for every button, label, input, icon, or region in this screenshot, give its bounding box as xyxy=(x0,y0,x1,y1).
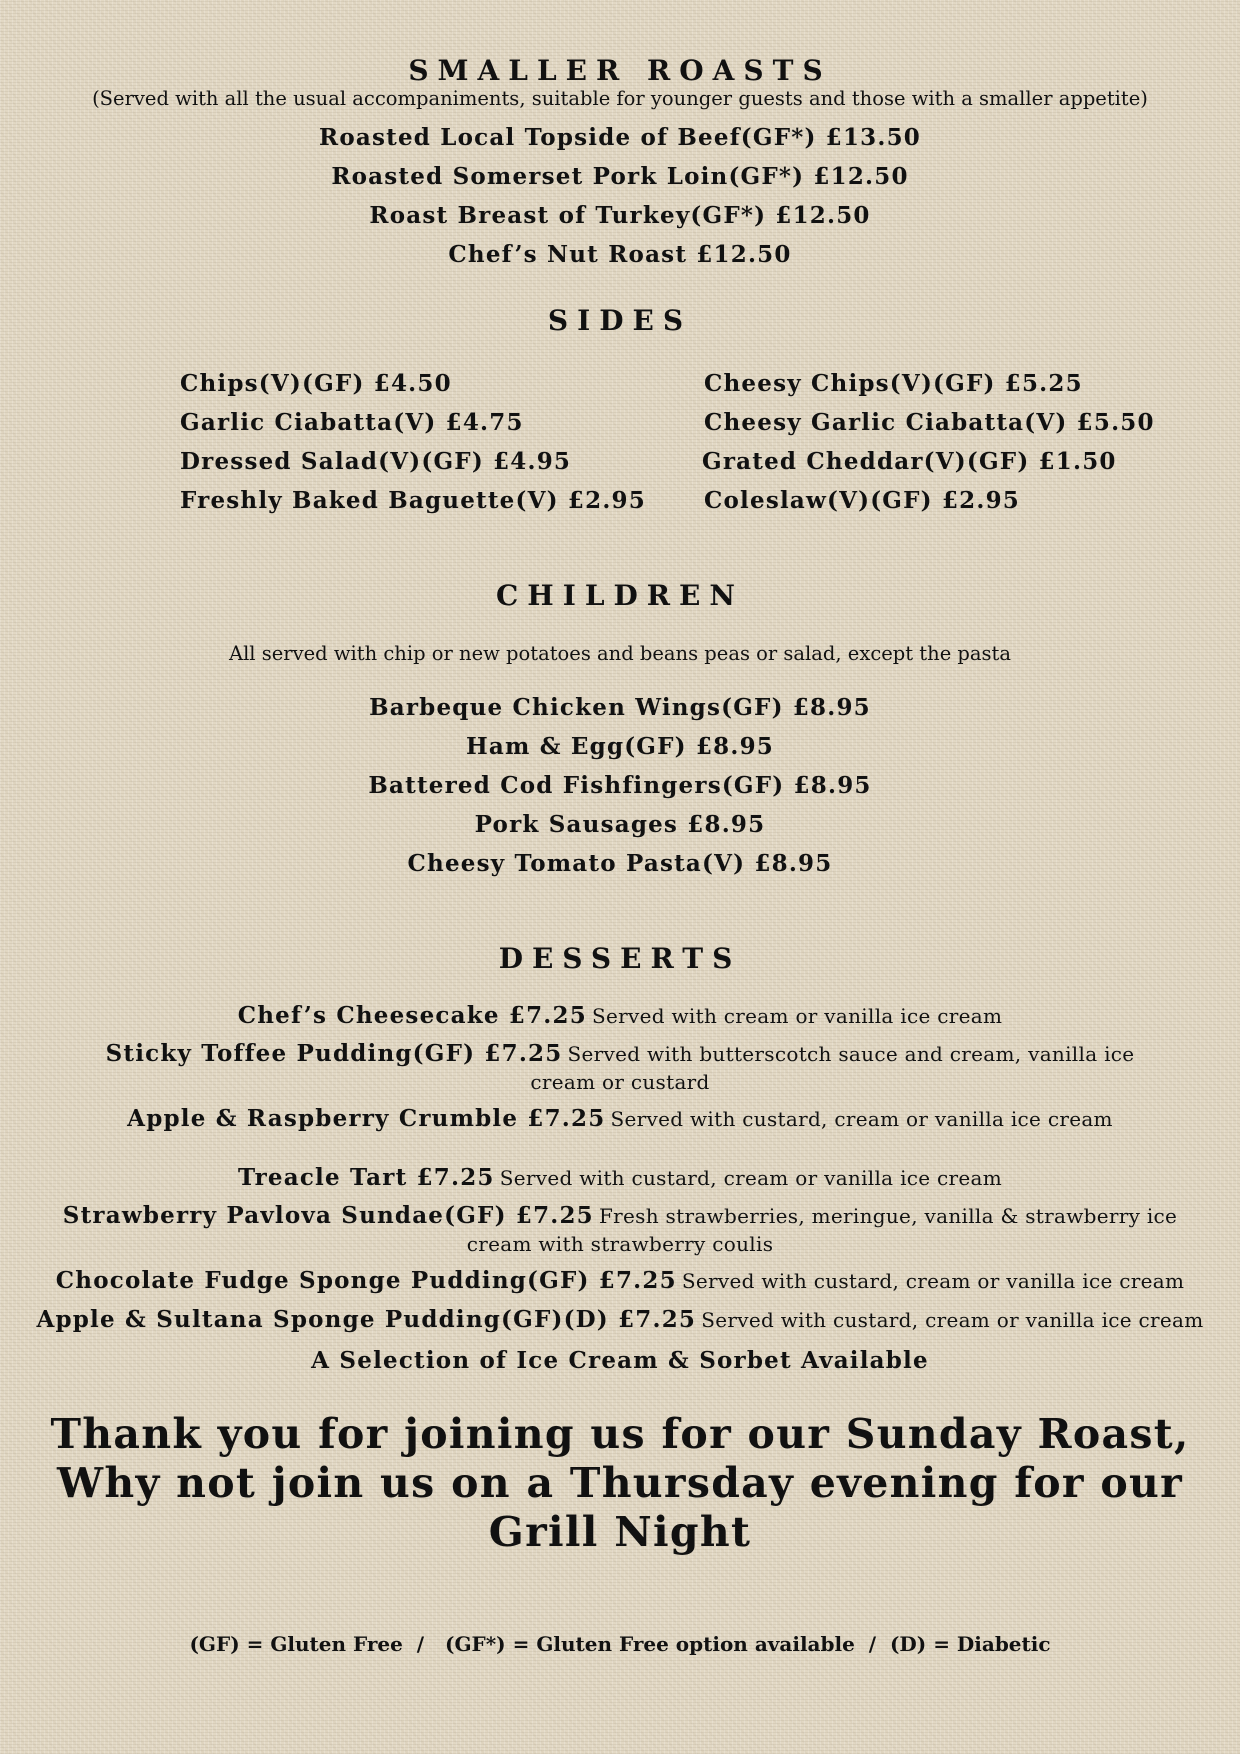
side-item: Grated Cheddar(V)(GF) £1.50 xyxy=(702,448,1117,475)
smaller-roasts-subtitle: (Served with all the usual accompaniments, suitable for younger guests and those with a smaller appetite) xyxy=(92,87,1148,110)
side-item: Chips(V)(GF) £4.50 xyxy=(180,370,452,397)
dessert-description: Served with custard, cream or vanilla ice cream xyxy=(701,1308,1204,1332)
closing-line: Grill Night xyxy=(488,1508,752,1556)
dessert-name: Sticky Toffee Pudding(GF) £7.25 xyxy=(105,1040,563,1067)
dessert-name: Chef’s Cheesecake £7.25 xyxy=(237,1002,587,1029)
side-item: Freshly Baked Baguette(V) £2.95 xyxy=(180,487,646,514)
children-item: Battered Cod Fishfingers(GF) £8.95 xyxy=(368,772,872,799)
dessert-description: Served with custard, cream or vanilla ice cream xyxy=(681,1269,1185,1293)
side-item: Cheesy Chips(V)(GF) £5.25 xyxy=(704,370,1083,397)
smaller-roast-item: Roasted Local Topside of Beef(GF*) £13.50 xyxy=(319,124,921,151)
children-heading: CHILDREN xyxy=(495,579,744,612)
smaller-roast-item: Chef’s Nut Roast £12.50 xyxy=(448,241,792,268)
children-item: Ham & Egg(GF) £8.95 xyxy=(465,733,774,760)
children-item: Cheesy Tomato Pasta(V) £8.95 xyxy=(407,850,833,877)
side-item: Dressed Salad(V)(GF) £4.95 xyxy=(180,448,572,475)
dessert-description: Served with custard, cream or vanilla ice cream xyxy=(610,1107,1113,1131)
dessert-item xyxy=(40,1203,1200,1259)
children-subtitle: All served with chip or new potatoes and beans peas or salad, except the pasta xyxy=(228,642,1012,665)
sides-heading: SIDES xyxy=(547,304,693,337)
dessert-description: Fresh strawberries, meringue, vanilla & strawberry ice cream with strawberry coulis xyxy=(466,1204,1178,1256)
children-item: Barbeque Chicken Wings(GF) £8.95 xyxy=(369,694,871,721)
dessert-item xyxy=(30,1165,1210,1193)
smaller-roast-item: Roast Breast of Turkey(GF*) £12.50 xyxy=(369,202,871,229)
dessert-description: Served with cream or vanilla ice cream xyxy=(592,1004,1003,1028)
dietary-legend: (GF) = Gluten Free / (GF*) = Gluten Free option available / (D) = Diabetic xyxy=(189,1632,1051,1656)
dessert-footer-item: A Selection of Ice Cream & Sorbet Available xyxy=(311,1347,929,1374)
dessert-item xyxy=(30,1106,1210,1134)
desserts-heading: DESSERTS xyxy=(498,942,742,975)
dessert-item xyxy=(80,1041,1160,1097)
dessert-item xyxy=(30,1003,1210,1031)
children-item: Pork Sausages £8.95 xyxy=(474,811,766,838)
dessert-description: Served with butterscotch sauce and cream, vanilla ice cream or custard xyxy=(530,1042,1135,1094)
dessert-name: Chocolate Fudge Sponge Pudding(GF) £7.25 xyxy=(55,1267,677,1294)
side-item: Garlic Ciabatta(V) £4.75 xyxy=(180,409,524,436)
closing-message xyxy=(0,1410,1240,1557)
dessert-item xyxy=(10,1268,1230,1296)
dessert-name: Strawberry Pavlova Sundae(GF) £7.25 xyxy=(62,1202,594,1229)
side-item: Coleslaw(V)(GF) £2.95 xyxy=(704,487,1020,514)
closing-line: Why not join us on a Thursday evening for our xyxy=(57,1459,1183,1507)
dessert-name: Apple & Raspberry Crumble £7.25 xyxy=(127,1105,606,1132)
side-item: Cheesy Garlic Ciabatta(V) £5.50 xyxy=(704,409,1155,436)
smaller-roast-item: Roasted Somerset Pork Loin(GF*) £12.50 xyxy=(331,163,909,190)
smaller-roasts-heading: SMALLER ROASTS xyxy=(408,54,832,87)
dessert-name: Treacle Tart £7.25 xyxy=(237,1164,495,1191)
closing-line: Thank you for joining us for our Sunday Roast, xyxy=(50,1410,1190,1458)
dessert-description: Served with custard, cream or vanilla ice cream xyxy=(499,1166,1003,1190)
dessert-name: Apple & Sultana Sponge Pudding(GF)(D) £7.25 xyxy=(36,1306,697,1333)
dessert-item xyxy=(10,1307,1230,1335)
